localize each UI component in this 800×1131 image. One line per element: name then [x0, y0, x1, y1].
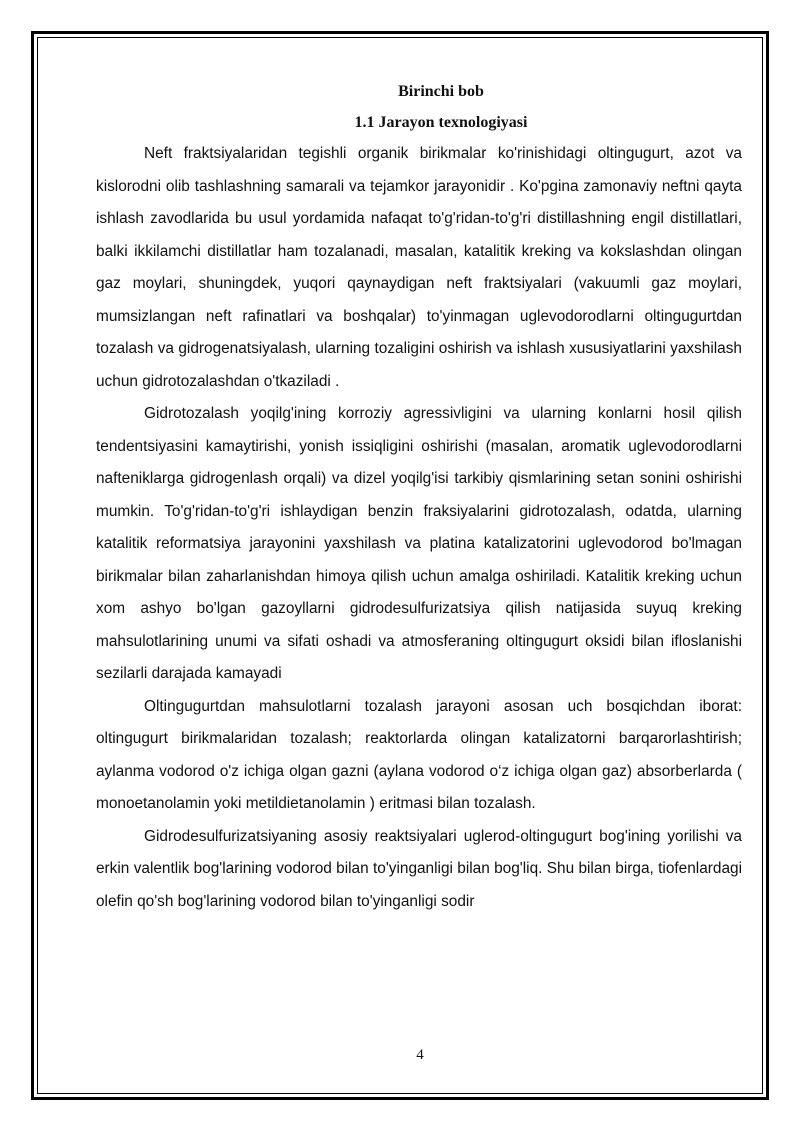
section-title: 1.1 Jarayon texnologiyasi [354, 114, 528, 131]
paragraph-2: Gidrotozalash yoqilg'ining korroziy agressivligini va ularning konlarni hosil qilish tendentsiyasini kamaytirishi, yonish issiqligini oshirishi (masalan, aromatik uglevodorodlarni nafteniklarga gidrogenlash orqali) va dizel yoqilg'isi tarkibiy qismlarining setan sonini oshirishi mumkin. To'g'ridan-to'g'ri ishlaydigan benzin fraksiyalarini gidrotozalash, odatda, ularning katalitik reformatsiya jarayonini yaxshilash va platina katalizatorini uglevodorod bo'lmagan birikmalar bilan zaharlanishdan himoya qilish uchun amalga oshiriladi. Katalitik kreking uchun xom ashyo bo'lgan gazoyllarni gidrodesulfurizatsiya qilish natijasida suyuq kreking mahsulotlarining unumi va sifati oshadi va atmosferaning oltingugurt oksidi bilan ifloslanishi sezilarli darajada kamayadi [96, 405, 742, 682]
paragraph-3: Oltingugurtdan mahsulotlarni tozalash jarayoni asosan uch bosqichdan iborat: oltingugurt birikmalaridan tozalash; reaktorlarda olingan katalizatorni barqarorlashtirish; aylanma vodorod o'z ichiga olgan gazni (aylana vodorod o‘z ichiga olgan gaz) absorberlarda ( monoetanolamin yoki metildietanolamin ) eritmasi bilan tozalash. [96, 697, 742, 812]
paragraph-4: Gidrodesulfurizatsiyaning asosiy reaktsiyalari uglerod-oltingugurt bog'ining yorilishi va erkin valentlik bog'larining vodorod bilan to'yinganligi bilan bog'liq. Shu bilan birga, tiofenlardagi olefin qo'sh bog'larining vodorod bilan to'yinganligi sodir [96, 827, 742, 910]
page-number: 4 [416, 1047, 424, 1063]
paragraph-1: Neft fraktsiyalaridan tegishli organik birikmalar ko'rinishidagi oltingugurt, azot va kislorodni olib tashlashning samarali va tejamkor jarayonidir . Ko'pgina zamonaviy neftni qayta ishlash zavodlarida bu usul yordamida nafaqat to'g'ridan-to'g'ri distillashning engil distillatlari, balki ikkilamchi distillatlar ham tozalanadi, masalan, katalitik kreking va kokslashdan olingan gaz moylari, shuningdek, yuqori qaynaydigan neft fraktsiyalari (vakuumli gaz moylari, mumsizlangan neft rafinatlari va boshqalar) to'yinmagan uglevodorodlarni oltingugurtdan tozalash va gidrogenatsiyalash, ularning tozaligini oshirish va ishlash xususiyatlarini yaxshilash uchun gidrotozalashdan o'tkaziladi . [96, 145, 742, 390]
chapter-title: Birinchi bob [398, 83, 484, 100]
document-body [96, 76, 742, 918]
